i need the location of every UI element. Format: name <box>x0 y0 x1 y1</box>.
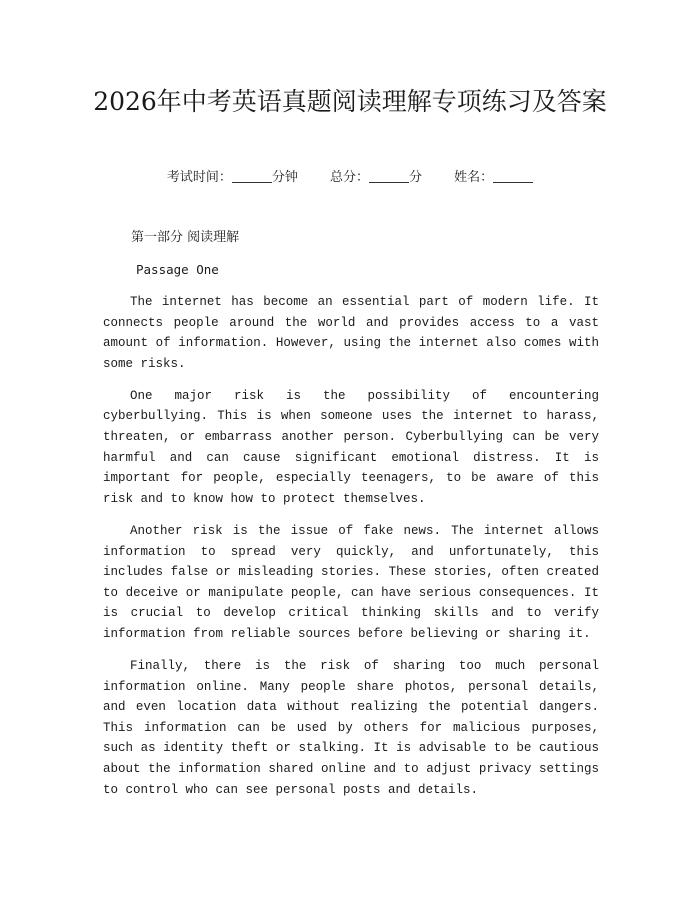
exam-time-field <box>167 169 298 187</box>
total-score-field <box>330 169 422 187</box>
paragraph: Another risk is the issue of fake news. The internet allows information to spread very quickly, and unfortunately, this includes false or misleading stories. These stories, often created to deceive or manipulate people, can have serious consequences. It is crucial to develop critical thinking skills and to verify information from reliable sources before believing or sharing it. <box>103 523 599 641</box>
passage-body <box>103 292 599 812</box>
exam-info-line <box>0 169 700 187</box>
total-score-unit: 分 <box>409 170 423 185</box>
student-name-blank <box>493 170 533 183</box>
total-score-label: 总分： <box>329 170 369 185</box>
exam-time-label: 考试时间： <box>166 170 232 185</box>
exam-time-unit: 分钟 <box>271 170 298 185</box>
section-heading: 第一部分 阅读理解 <box>131 230 240 245</box>
paragraph: One major risk is the possibility of encountering cyberbullying. This is when someone uses the internet to harass, threaten, or embarrass another person. Cyberbullying can be very harmful and can cause significant emotional distress. It is important for people, especially teenagers, to be aware of this risk and to know how to protect themselves. <box>103 388 599 506</box>
exam-time-blank <box>232 170 272 183</box>
passage-label: Passage One <box>136 262 219 277</box>
total-score-blank <box>369 170 409 183</box>
student-name-field <box>454 169 533 187</box>
paragraph: The internet has become an essential part of modern life. It connects people around the world and provides access to a vast amount of information. However, using the internet also comes with some risks. <box>103 295 599 371</box>
paragraph: Finally, there is the risk of sharing too much personal information online. Many people share photos, personal details, and even location data without realizing the potential dangers. This information can be used by others for malicious purposes, such as identity theft or stalking. It is advisable to be cautious about the information shared online and to adjust privacy settings to control who can see personal posts and details. <box>103 659 599 797</box>
document-title: 2026年中考英语真题阅读理解专项练习及答案 <box>93 87 607 116</box>
student-name-label: 姓名： <box>454 170 494 185</box>
